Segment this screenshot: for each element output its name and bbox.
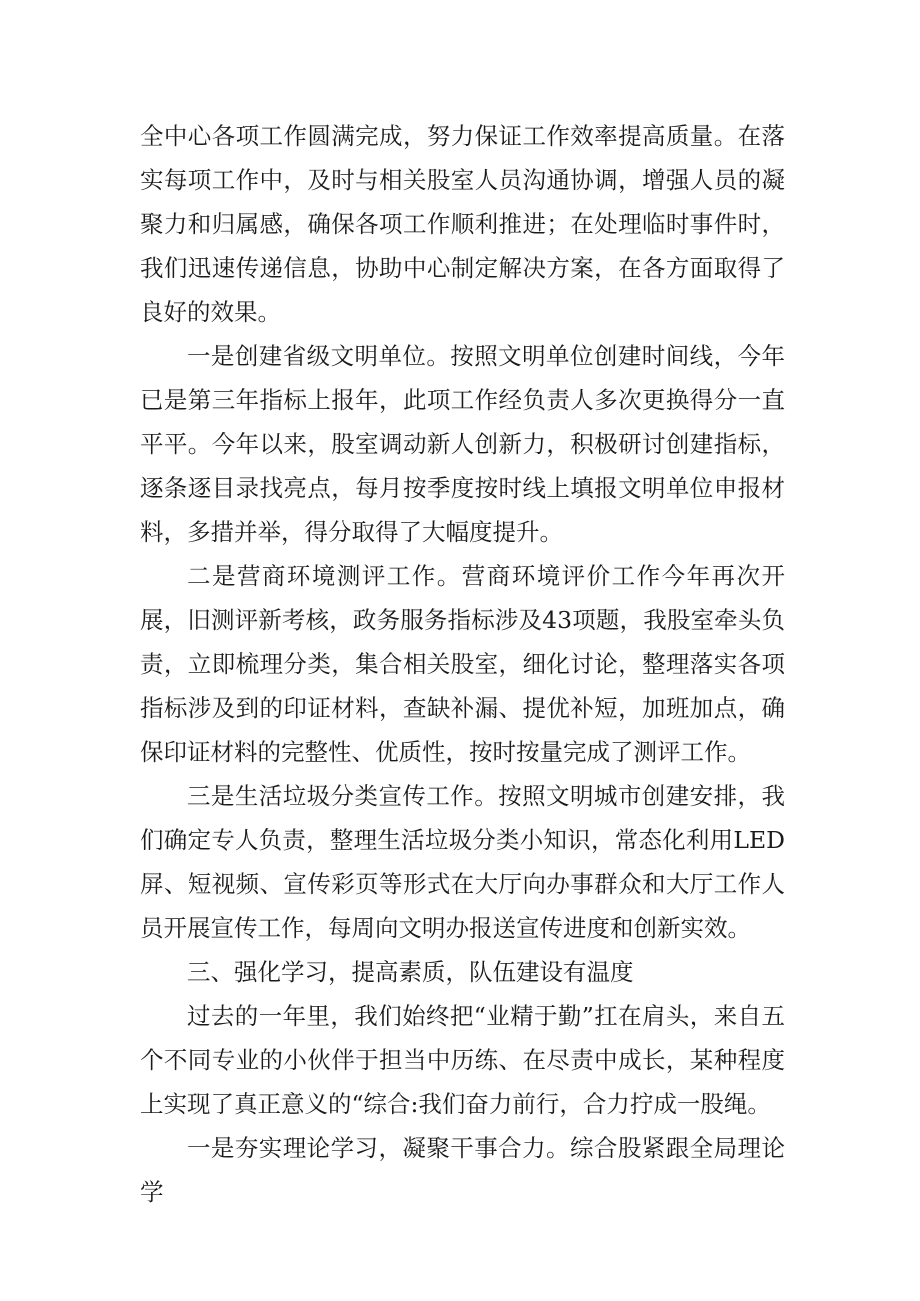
paragraph-theory-study: 一是夯实理论学习，凝聚干事合力。综合股紧跟全局理论学: [140, 1134, 785, 1206]
paragraph-garbage-classification: 三是生活垃圾分类宣传工作。按照文明城市创建安排，我们确定专人负责，整理生活垃圾分类小知识，常态化利用LED屏、短视频、宣传彩页等形式在大厅向办事群众和大厅工作人员开展宣传工作，每周向文明办报送宣传进度和创新实效。: [140, 782, 785, 942]
paragraph-business-environment: 二是营商环境测评工作。营商环境评价工作今年再次开展，旧测评新考核，政务服务指标涉及43项题，我股室牵头负责，立即梳理分类，集合相关股室，细化讨论，整理落实各项指标涉及到的印证材料，查缺补漏、提优补短，加班加点，确保印证材料的完整性、优质性，按时按量完成了测评工作。: [140, 562, 785, 766]
document-body: [140, 114, 785, 1214]
paragraph-provincial-civilization-unit: 一是创建省级文明单位。按照文明单位创建时间线，今年已是第三年指标上报年，此项工作经负责人多次更换得分一直平平。今年以来，股室调动新人创新力，积极研讨创建指标，逐条逐目录找亮点，每月按季度按时线上填报文明单位申报材料，多措并举，得分取得了大幅度提升。: [140, 342, 785, 546]
section-heading-study: 三、强化学习，提高素质，队伍建设有温度: [187, 958, 634, 986]
paragraph-continuation: 全中心各项工作圆满完成，努力保证工作效率提高质量。在落实每项工作中，及时与相关股室人员沟通协调，增强人员的凝聚力和归属感，确保各项工作顺利推进；在处理临时事件时，我们迅速传递信息，协助中心制定解决方案，在各方面取得了良好的效果。: [140, 122, 785, 326]
paragraph-past-year: 过去的一年里，我们始终把“业精于勤”扛在肩头，来自五个不同专业的小伙伴于担当中历练、在尽责中成长，某种程度上实现了真正意义的“综合:我们奋力前行，合力拧成一股绳。: [140, 1002, 785, 1118]
